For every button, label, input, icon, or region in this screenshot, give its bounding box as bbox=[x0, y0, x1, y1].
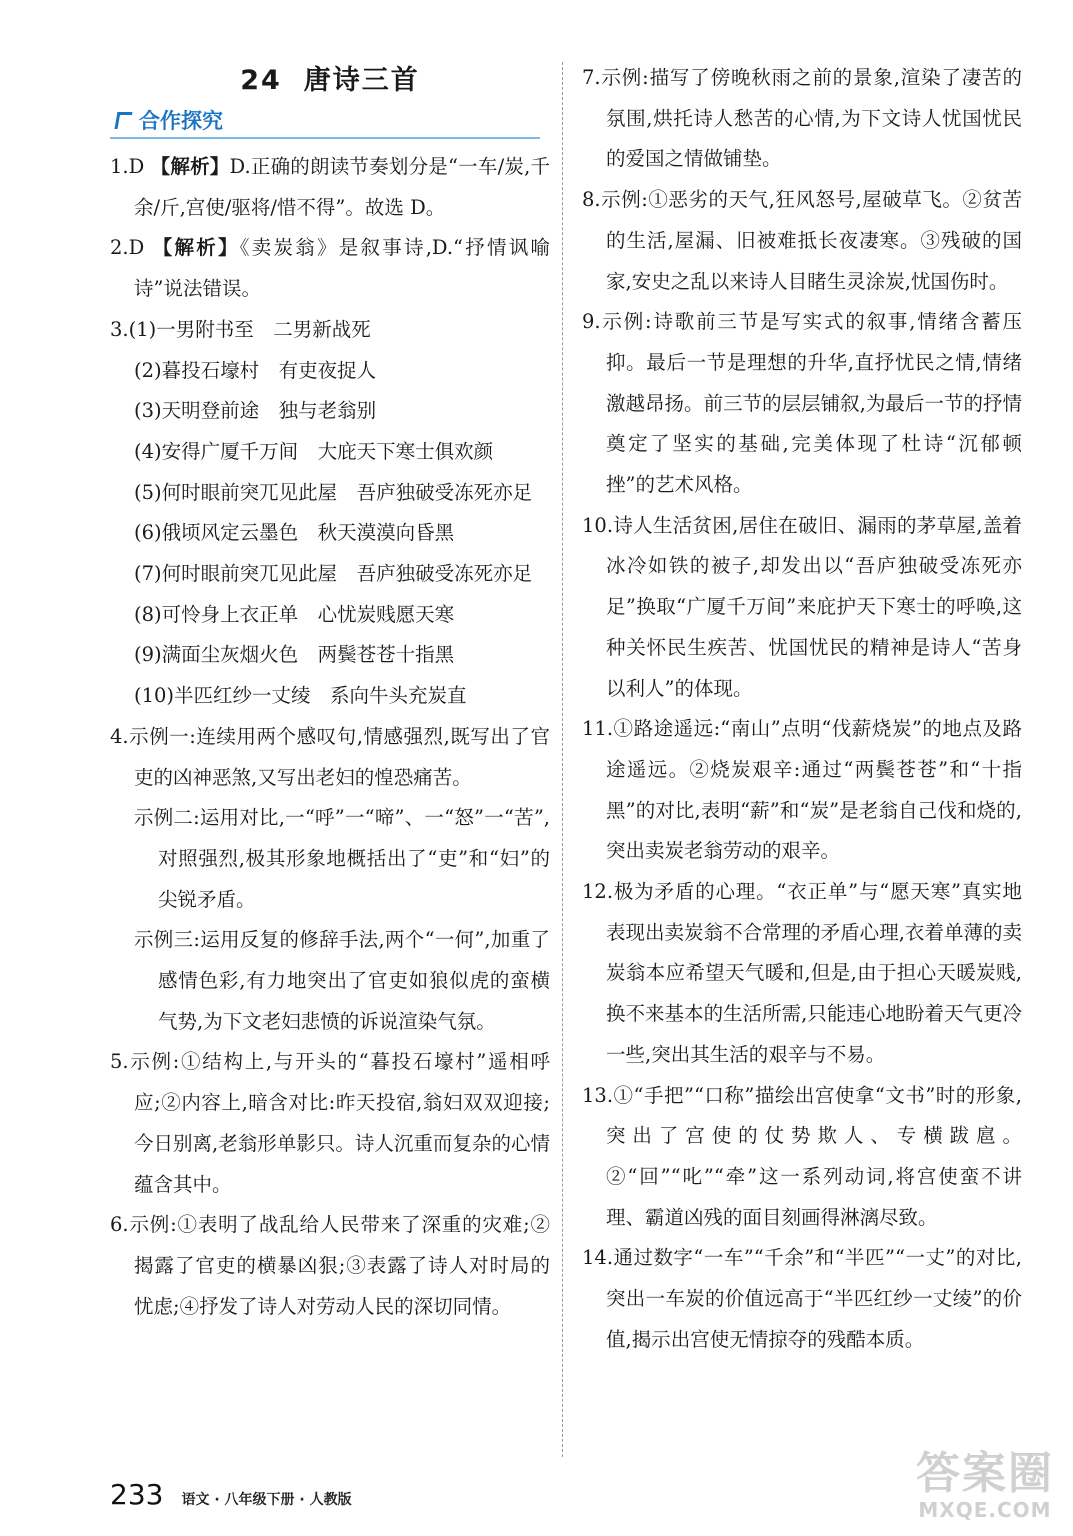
left-answer-list bbox=[110, 147, 550, 1327]
page-footer bbox=[110, 1478, 352, 1511]
answer-label: 9. bbox=[582, 310, 601, 334]
answer-text: 通过数字“一车”“千余”和“半匹”“一丈”的对比,突出一车炭的价值远高于“半匹红纱一丈绫”的价值,揭示出宫使无情掠夺的残酷本质。 bbox=[606, 1246, 1022, 1351]
answer-text: (5)何时眼前突兀见此屋 吾庐独破受冻死亦足 bbox=[134, 480, 533, 504]
answer-label: 5. bbox=[110, 1050, 129, 1074]
answer-subitem bbox=[134, 920, 550, 1042]
answer-label: 14. bbox=[582, 1246, 614, 1270]
right-column bbox=[582, 58, 1022, 1361]
answer-text: 示例:描写了傍晚秋雨之前的景象,渲染了凄苦的氛围,烘托诗人愁苦的心情,为下文诗人忧国忧民的爱国之情做铺垫。 bbox=[600, 66, 1022, 171]
answer-label: 7. bbox=[582, 66, 601, 89]
answer-text: ①路途遥远:“南山”点明“伐薪烧炭”的地点及路途遥远。②烧炭艰辛:通过“两鬓苍苍”和“十指黑”的对比,表明“薪”和“炭”是老翁自己伐和烧的,突出卖炭老翁劳动的艰辛。 bbox=[606, 717, 1022, 863]
answer-text: (8)可怜身上衣正单 心忧炭贱愿天寒 bbox=[134, 602, 455, 626]
analysis-tag: 【解析】 bbox=[150, 155, 230, 178]
answer-text: 示例二:运用对比,一“呼”一“啼”、一“怒”一“苦”,对照强烈,极其形象地概括出了“吏”和“妇”的尖锐矛盾。 bbox=[134, 806, 550, 911]
right-answer-list bbox=[582, 58, 1022, 1361]
answer-item bbox=[582, 1238, 1022, 1360]
answer-text: 示例:①结构上,与开头的“暮投石壕村”遥相呼应;②内容上,暗含对比:昨天投宿,翁妇双双迎接;今日别离,老翁形单影只。诗人沉重而复杂的心情蕴含其中。 bbox=[128, 1050, 550, 1196]
answer-item bbox=[582, 709, 1022, 872]
watermark-logo bbox=[905, 1450, 1065, 1530]
page-number: 233 bbox=[110, 1478, 164, 1511]
answer-subitem bbox=[134, 473, 550, 514]
lesson-number: 24 bbox=[240, 65, 282, 96]
answer-text: (7)何时眼前突兀见此屋 吾庐独破受冻死亦足 bbox=[134, 562, 533, 586]
answer-label: 1.D bbox=[110, 155, 145, 178]
answer-text: 《卖炭翁》是叙事诗,D.“抒情讽喻诗”说法错误。 bbox=[134, 236, 550, 301]
answer-subitem bbox=[134, 391, 550, 432]
answer-subitem bbox=[134, 635, 550, 676]
answer-label: 4. bbox=[110, 724, 129, 748]
answer-label: 3. bbox=[110, 317, 129, 341]
answer-label: 6. bbox=[110, 1213, 129, 1237]
answer-item bbox=[110, 1042, 550, 1205]
answer-label: 13. bbox=[582, 1083, 614, 1107]
answer-label: 8. bbox=[582, 188, 601, 212]
answer-item bbox=[110, 1205, 550, 1327]
answer-subitem bbox=[134, 554, 550, 595]
answer-text: D.正确的朗读节奏划分是“一车/炭,千余/斤,宫使/驱将/惜不得”。故选 D。 bbox=[134, 155, 550, 219]
answer-text: (6)俄顷风定云墨色 秋天漠漠向昏黑 bbox=[134, 521, 455, 545]
answer-label: 2.D bbox=[110, 236, 145, 260]
answer-text: (9)满面尘灰烟火色 两鬓苍苍十指黑 bbox=[134, 643, 455, 667]
answer-item bbox=[110, 717, 550, 798]
answer-text: (1)一男附书至 二男新战死 bbox=[128, 317, 371, 341]
answer-text: (3)天明登前途 独与老翁别 bbox=[134, 399, 377, 423]
answer-item bbox=[582, 872, 1022, 1076]
answer-subitem bbox=[134, 513, 550, 554]
answer-label: 12. bbox=[582, 880, 614, 904]
answer-text: 示例三:运用反复的修辞手法,两个“一何”,加重了感情色彩,有力地突出了官吏如狼似虎的蛮横气势,为下文老妇悲愤的诉说渲染气氛。 bbox=[134, 928, 550, 1033]
answer-item bbox=[582, 180, 1022, 302]
section-label: 合作探究 bbox=[139, 109, 223, 133]
answer-subitem bbox=[134, 595, 550, 636]
watermark-bottom: MXQE.COM bbox=[918, 1498, 1052, 1522]
left-column bbox=[110, 58, 550, 1327]
answer-text: 示例:①恶劣的天气,狂风怒号,屋破草飞。②贫苦的生活,屋漏、旧被难抵长夜凄寒。③残破的国家,安史之乱以来诗人目睹生灵涂炭,忧国伤时。 bbox=[600, 188, 1022, 293]
analysis-tag: 【解析】 bbox=[152, 236, 240, 260]
answer-subitem bbox=[134, 351, 550, 392]
section-marker-icon bbox=[115, 112, 133, 129]
answer-label: 10. bbox=[582, 513, 614, 537]
answer-text: (10)半匹红纱一丈绫 系向牛头充炭直 bbox=[134, 684, 467, 708]
answer-label: 11. bbox=[582, 717, 614, 741]
section-header bbox=[110, 105, 540, 139]
column-divider bbox=[562, 62, 563, 1457]
answer-text: 示例:诗歌前三节是写实式的叙事,情绪含蓄压抑。最后一节是理想的升华,直抒忧民之情,情绪激越昂扬。前三节的层层铺叙,为最后一节的抒情奠定了坚实的基础,完美体现了杜诗“沉郁顿挫”的艺术风格。 bbox=[600, 310, 1022, 497]
answer-text: 诗人生活贫困,居住在破旧、漏雨的茅草屋,盖着冰冷如铁的被子,却发出以“吾庐独破受冻死亦足”换取“广厦千万间”来庇护天下寒士的呼唤,这种关怀民生疾苦、忧国忧民的精神是诗人“苦身以利人”的体现。 bbox=[606, 513, 1022, 700]
answer-item bbox=[110, 310, 550, 351]
answer-item bbox=[582, 302, 1022, 506]
answer-text: 示例一:连续用两个感叹句,情感强烈,既写出了官吏的凶神恶煞,又写出老妇的惶恐痛苦。 bbox=[128, 724, 550, 789]
answer-item bbox=[582, 1076, 1022, 1239]
answer-text: ①“手把”“口称”描绘出宫使拿“文书”时的形象,突出了宫使的仗势欺人、专横跋扈。②“回”“叱”“牵”这一系列动词,将宫使蛮不讲理、霸道凶残的面目刻画得淋漓尽致。 bbox=[606, 1083, 1022, 1229]
answer-text: (2)暮投石壕村 有吏夜捉人 bbox=[134, 358, 377, 382]
book-info: 语文 · 八年级下册 · 人教版 bbox=[181, 1492, 352, 1508]
answer-item bbox=[582, 506, 1022, 710]
answer-item bbox=[582, 58, 1022, 180]
answer-item bbox=[110, 228, 550, 309]
answer-text: 极为矛盾的心理。“衣正单”与“愿天寒”真实地表现出卖炭翁不合常理的矛盾心理,衣着单薄的卖炭翁本应希望天气暖和,但是,由于担心天暖炭贱,换不来基本的生活所需,只能违心地盼着天气更冷一些,突出其生活的艰辛与不易。 bbox=[606, 880, 1022, 1066]
answer-text: (4)安得广厦千万间 大庇天下寒士俱欢颜 bbox=[134, 439, 494, 463]
lesson-name: 唐诗三首 bbox=[303, 65, 420, 96]
lesson-title bbox=[110, 58, 550, 97]
answer-subitem bbox=[134, 798, 550, 920]
answer-text: 示例:①表明了战乱给人民带来了深重的灾难;②揭露了官吏的横暴凶狠;③表露了诗人对时局的忧虑;④抒发了诗人对劳动人民的深切同情。 bbox=[128, 1213, 550, 1318]
answer-subitem bbox=[134, 432, 550, 473]
watermark-top: 答案圈 bbox=[916, 1448, 1054, 1499]
answer-item bbox=[110, 147, 550, 228]
answer-subitem bbox=[134, 676, 550, 717]
